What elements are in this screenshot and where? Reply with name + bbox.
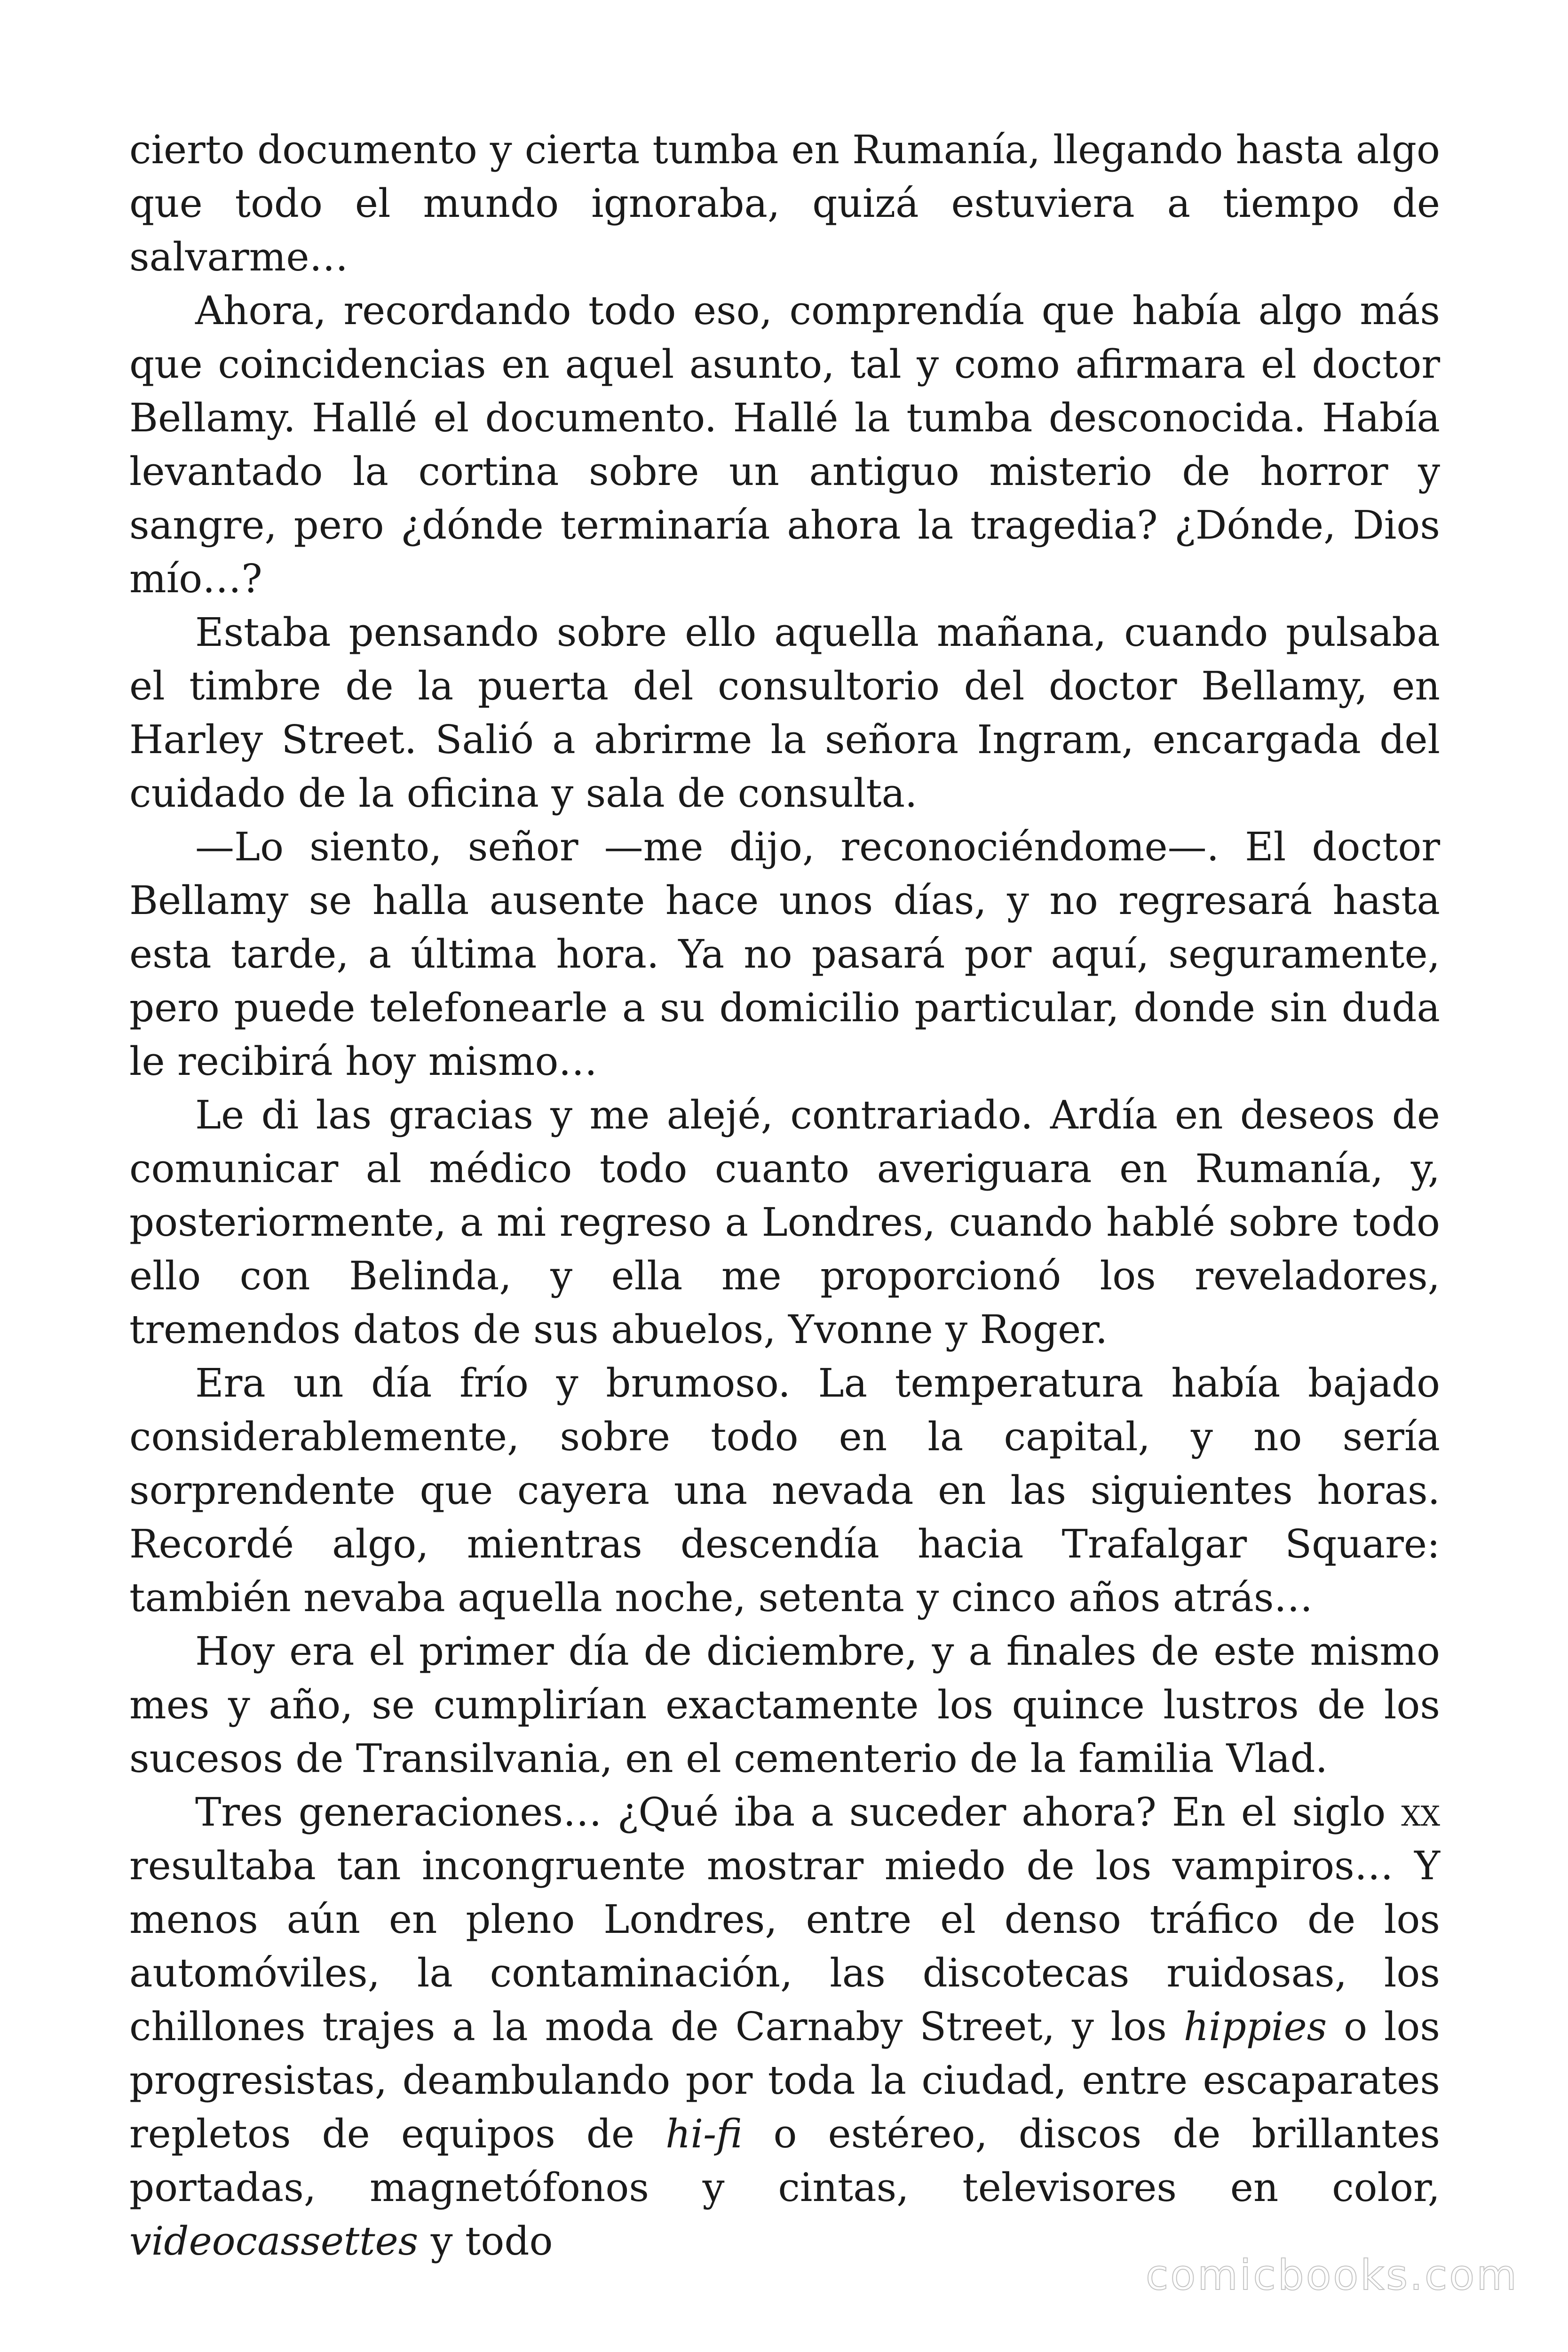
paragraph-text: Ahora, recordando todo eso, comprendía que había algo más que coincidencias en aquel asunto, tal y como afirmara el doctor Bellamy. Hallé el documento. Hallé la tumba desconocida. Había levantado la cortina sobre un antiguo misterio de horror y sangre, pero ¿dónde terminaría ahora la tragedia? ¿Dónde, Dios mío…? [129,288,1440,602]
paragraph-text: Estaba pensando sobre ello aquella mañana, cuando pulsaba el timbre de la puerta del consultorio del doctor Bellamy, en Harley Street. Salió a abrirme la señora Ingram, encargada del cuidado de la oficina y sala de consulta. [129,610,1440,816]
paragraph [129,820,1440,1089]
paragraph [129,606,1440,820]
paragraph-text: y todo [418,2218,553,2264]
paragraph-text: resultaba tan incongruente mostrar miedo de los vampiros… Y menos aún en pleno Londres, entre el denso tráfico de los automóviles, la contaminación, las discotecas ruidosas, los chillones trajes a la moda de Carnaby Street, y los [129,1843,1440,2050]
italic-text: hi-fi [665,2111,743,2157]
paragraph-text: o los progresistas, deambulando por toda la ciudad, entre escaparates repletos de equipos de [129,2004,1440,2157]
paragraph [129,1786,1440,2268]
paragraph-text: Hoy era el primer día de diciembre, y a finales de este mismo mes y año, se cumplirían exactamente los quince lustros de los sucesos de Transilvania, en el cementerio de la familia Vlad. [129,1629,1440,1781]
paragraph-text: Le di las gracias y me alejé, contrariado. Ardía en deseos de comunicar al médico todo cuanto averiguara en Rumanía, y, posteriormente, a mi regreso a Londres, cuando hablé sobre todo ello con Belinda, y ella me proporcionó los reveladores, tremendos datos de sus abuelos, Yvonne y Roger. [129,1092,1440,1352]
small-caps-text: xx [1401,1789,1440,1835]
paragraph [129,1357,1440,1625]
paragraph-text: —Lo siento, señor —me dijo, reconociéndome—. El doctor Bellamy se halla ausente hace unos días, y no regresará hasta esta tarde, a última hora. Ya no pasará por aquí, seguramente, pero puede telefonearle a su domicilio particular, donde sin duda le recibirá hoy mismo… [129,824,1440,1084]
paragraph-text: Tres generaciones… ¿Qué iba a suceder ahora? En el siglo [195,1789,1402,1835]
paragraph [129,1089,1440,1357]
italic-text: hippies [1183,2004,1327,2050]
watermark: comicbooks.com [1145,2251,1519,2299]
paragraph [129,284,1440,606]
paragraph-text: o estéreo, discos de brillantes portadas, magnetófonos y cintas, televisores en color, [129,2111,1440,2210]
italic-text: videocassettes [129,2218,419,2264]
paragraph-text: cierto documento y cierta tumba en Rumanía, llegando hasta algo que todo el mundo ignoraba, quizá estuviera a tiempo de salvarme… [129,127,1440,280]
paragraph-text: Era un día frío y brumoso. La temperatura había bajado considerablemente, sobre todo en la capital, y no sería sorprendente que cayera una nevada en las siguientes horas. Recordé algo, mientras descendía hacia Trafalgar Square: también nevaba aquella noche, setenta y cinco años atrás… [129,1360,1440,1621]
book-page-text [129,123,1440,2268]
paragraph [129,1625,1440,1786]
paragraph [129,123,1440,284]
